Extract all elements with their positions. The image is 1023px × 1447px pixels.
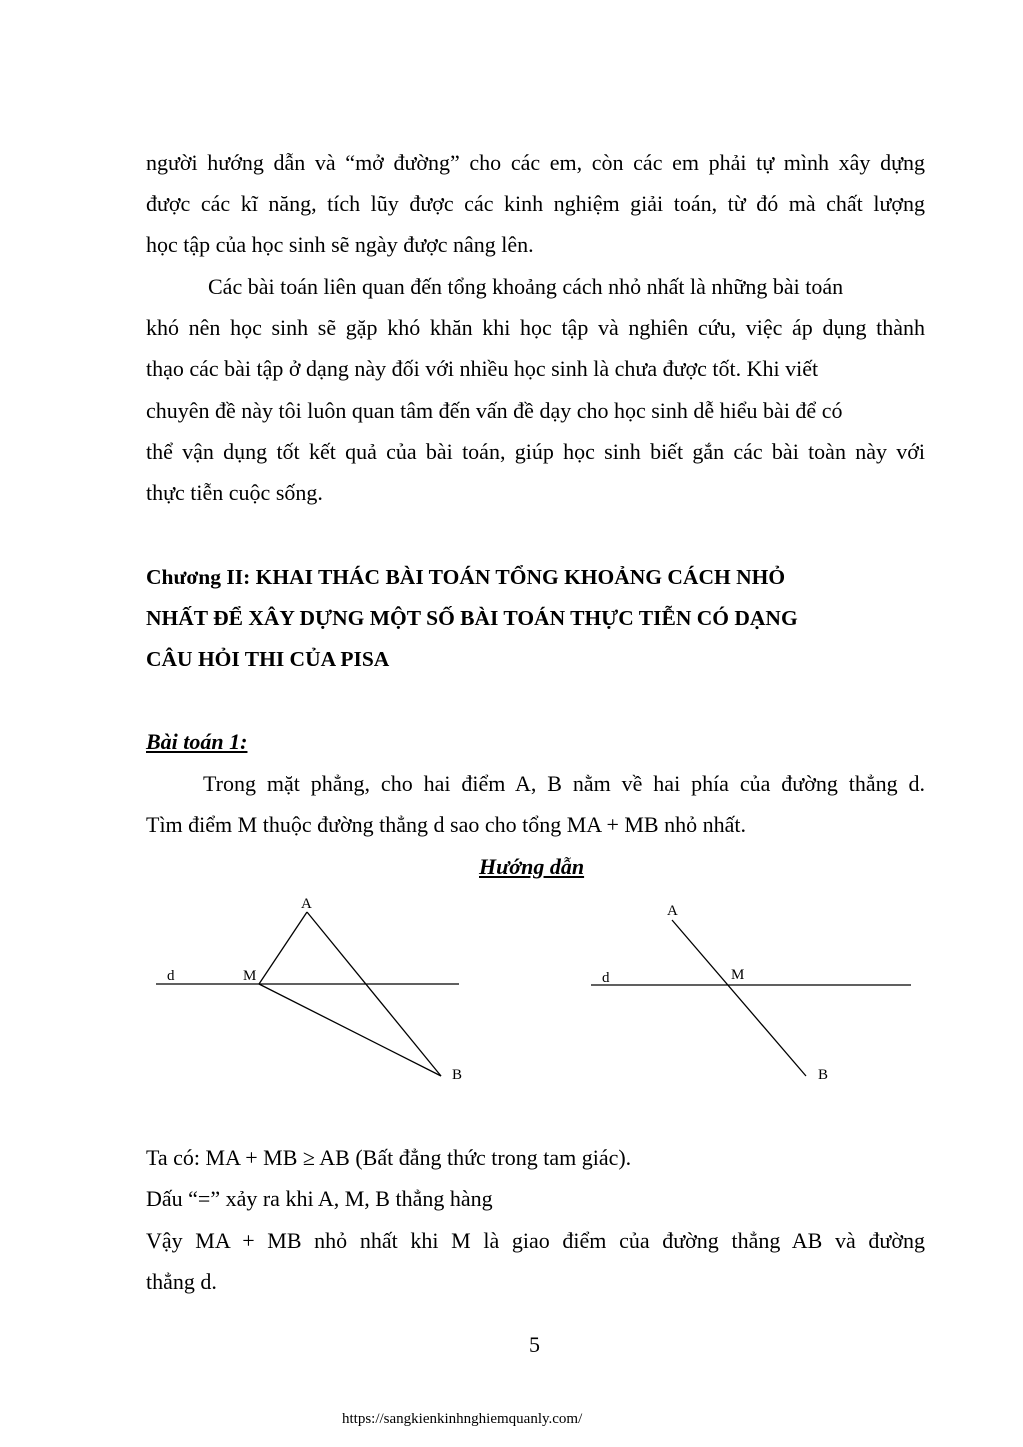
paragraph-line: người hướng dẫn và “mở đường” cho các em, còn các em phải tự mình xây dựng	[146, 150, 925, 175]
problem-line: Trong mặt phẳng, cho hai điểm A, B nằm về hai phía của đường thẳng d.	[203, 771, 925, 796]
label-d: d	[167, 968, 175, 984]
label-a: A	[301, 896, 312, 912]
solution-line: Dấu “=” xảy ra khi A, M, B thẳng hàng	[146, 1186, 493, 1211]
figure-left	[150, 890, 470, 1090]
problem-title: Bài toán 1:	[146, 729, 248, 754]
solution-line: Ta có: MA + MB ≥ AB (Bất đẳng thức trong tam giác).	[146, 1145, 632, 1170]
solution-line: thẳng d.	[146, 1269, 217, 1294]
label-d: d	[602, 970, 610, 986]
label-b: B	[452, 1067, 463, 1083]
paragraph-line: thực tiễn cuộc sống.	[146, 480, 323, 505]
guide-title: Hướng dẫn	[479, 854, 585, 879]
label-m: M	[243, 968, 257, 984]
page-number: 5	[529, 1332, 540, 1357]
paragraph-line: Các bài toán liên quan đến tổng khoảng cách nhỏ nhất là những bài toán	[208, 274, 844, 299]
segment-ab	[307, 912, 441, 1076]
solution-line: Vậy MA + MB nhỏ nhất khi M là giao điểm của đường thẳng AB và đường	[146, 1228, 925, 1253]
chapter-heading-line: NHẤT ĐỂ XÂY DỰNG MỘT SỐ BÀI TOÁN THỰC TIỄN CÓ DẠNG	[146, 606, 798, 630]
label-m: M	[731, 967, 745, 983]
paragraph-line: thể vận dụng tốt kết quả của bài toán, giúp học sinh biết gắn các bài toàn này với	[146, 439, 925, 464]
chapter-heading-line: CÂU HỎI THI CỦA PISA	[146, 647, 390, 671]
segment-ab	[672, 920, 806, 1076]
paragraph-line: học tập của học sinh sẽ ngày được nâng lên.	[146, 232, 534, 257]
chapter-heading-line: Chương II: KHAI THÁC BÀI TOÁN TỔNG KHOẢNG CÁCH NHỎ	[146, 565, 786, 589]
paragraph-line: khó nên học sinh sẽ gặp khó khăn khi học tập và nghiên cứu, việc áp dụng thành	[146, 315, 925, 340]
label-a: A	[667, 903, 678, 919]
paragraph-line: được các kĩ năng, tích lũy được các kinh nghiệm giải toán, từ đó mà chất lượng	[146, 191, 925, 216]
paragraph-line: thạo các bài tập ở dạng này đối với nhiều học sinh là chưa được tốt. Khi viết	[146, 356, 819, 381]
label-b: B	[818, 1067, 829, 1083]
segment-mb	[259, 984, 441, 1076]
segment-am	[259, 912, 307, 984]
problem-line: Tìm điểm M thuộc đường thẳng d sao cho tổng MA + MB nhỏ nhất.	[146, 812, 746, 837]
paragraph-line: chuyên đề này tôi luôn quan tâm đến vấn đề dạy cho học sinh dễ hiểu bài để có	[146, 398, 843, 423]
footer-url[interactable]: https://sangkienkinhnghiemquanly.com/	[342, 1411, 583, 1427]
figure-right	[585, 890, 920, 1090]
